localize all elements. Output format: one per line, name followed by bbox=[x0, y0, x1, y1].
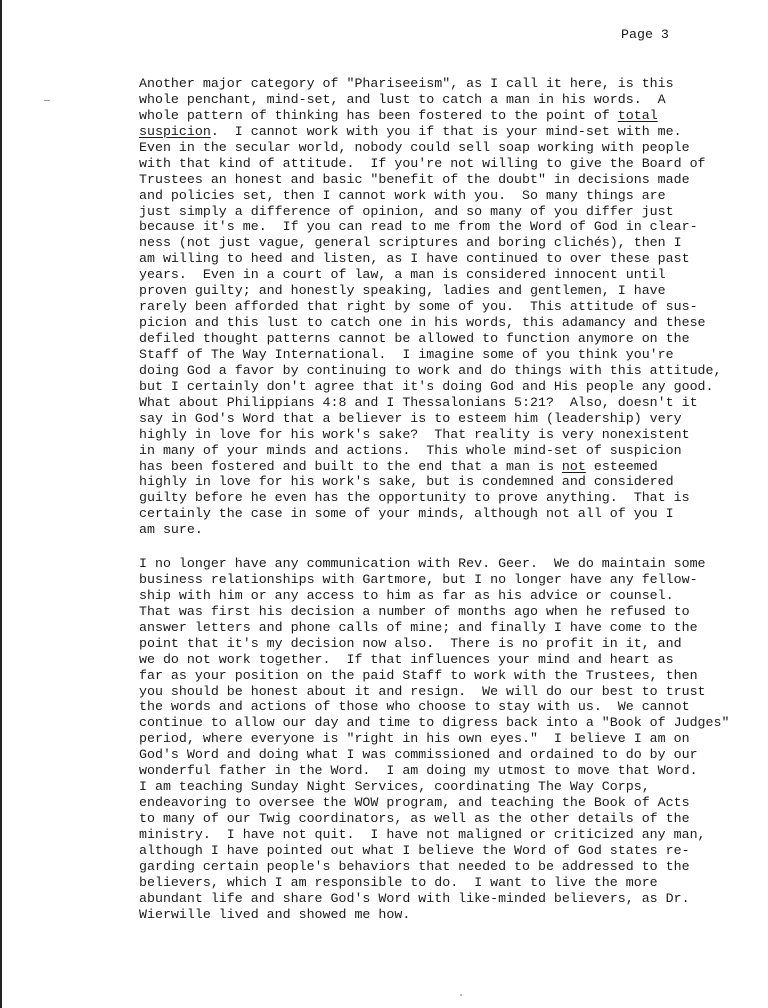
text-line: am sure. bbox=[139, 522, 203, 538]
text-line: That was first his decision a number of months ago when he refused to bbox=[139, 603, 690, 619]
text-line: garding certain people's behaviors that needed to be addressed to the bbox=[139, 858, 690, 874]
paragraph-1 bbox=[139, 76, 722, 538]
text-line: just simply a difference of opinion, and so many of you differ just bbox=[139, 203, 674, 219]
scan-speck bbox=[460, 994, 462, 996]
text-line: guilty before he even has the opportunity to prove anything. That is bbox=[139, 490, 690, 506]
text-line: wonderful father in the Word. I am doing my utmost to move that Word. bbox=[139, 763, 698, 779]
scan-mark bbox=[44, 100, 50, 101]
text-line: abundant life and share God's Word with like-minded believers, as Dr. bbox=[139, 890, 690, 906]
text-line: ship with him or any access to him as far as his advice or counsel. bbox=[139, 587, 674, 603]
text-line: we do not work together. If that influences your mind and heart as bbox=[139, 651, 674, 667]
text-line: in many of your minds and actions. This whole mind-set of suspicion bbox=[139, 442, 682, 458]
text-line: highly in love for his work's sake? That reality is very nonexistent bbox=[139, 426, 690, 442]
text-line: and policies set, then I cannot work with you. So many things are bbox=[139, 187, 666, 203]
text-line: business relationships with Gartmore, but I no longer have any fellow- bbox=[139, 571, 698, 587]
text-line: defiled thought patterns cannot be allowed to function anymore on the bbox=[139, 331, 690, 346]
text-line: with that kind of attitude. If you're not willing to give the Board of bbox=[139, 155, 706, 171]
text-line: suspicion. I cannot work with you if that is your mind-set with me. bbox=[139, 123, 682, 139]
text-line: years. Even in a court of law, a man is considered innocent until bbox=[139, 267, 666, 283]
text-line: although I have pointed out what I believe the Word of God states re- bbox=[139, 842, 690, 858]
text-line: Trustees an honest and basic "benefit of the doubt" in decisions made bbox=[139, 171, 690, 187]
text-line: picion and this lust to catch one in his words, this adamancy and these bbox=[139, 315, 706, 331]
text-line: Wierwille lived and showed me how. bbox=[139, 906, 411, 922]
text-line: doing God a favor by continuing to work and do things with this attitude, bbox=[139, 362, 722, 378]
text-line: answer letters and phone calls of mine; and finally I have come to the bbox=[139, 619, 698, 635]
text-line: but I certainly don't agree that it's doing God and His people any good. bbox=[139, 378, 714, 394]
page-left-edge bbox=[0, 0, 2, 1008]
text-line: God's Word and doing what I was commissioned and ordained to do by our bbox=[139, 747, 698, 763]
text-line: What about Philippians 4:8 and I Thessalonians 5:21? Also, doesn't it bbox=[139, 394, 698, 410]
underlined-word: not bbox=[561, 458, 586, 474]
text-line: ness (not just vague, general scriptures and boring clichés), then I bbox=[139, 235, 682, 251]
text-line: Staff of The Way International. I imagine some of you think you're bbox=[139, 346, 674, 362]
text-line: proven guilty; and honestly speaking, ladies and gentlemen, I have bbox=[139, 283, 666, 299]
text-line: the words and actions of those who choose to stay with us. We cannot bbox=[139, 699, 690, 715]
paragraph-2 bbox=[139, 556, 729, 923]
text-line: because it's me. If you can read to me from the Word of God in clear- bbox=[139, 219, 698, 235]
text-line: endeavoring to oversee the WOW program, and teaching the Book of Acts bbox=[139, 795, 690, 811]
text-line: point that it's my decision now also. There is no profit in it, and bbox=[139, 635, 682, 651]
text-line: believers, which I am responsible to do. I want to live the more bbox=[139, 874, 658, 890]
text-line: say in God's Word that a believer is to esteem him (leadership) very bbox=[139, 410, 682, 426]
text-line: you should be honest about it and resign. We will do our best to trust bbox=[139, 683, 706, 699]
page-number: Page 3 bbox=[621, 27, 669, 42]
text-line: continue to allow our day and time to digress back into a "Book of Judges" bbox=[139, 715, 730, 731]
text-line: Another major category of "Phariseeism", as I call it here, is this bbox=[139, 76, 674, 91]
text-line: I am teaching Sunday Night Services, coordinating The Way Corps, bbox=[139, 779, 650, 795]
text-line: certainly the case in some of your minds, although not all of you I bbox=[139, 506, 674, 522]
text-line: whole pattern of thinking has been fostered to the point of total bbox=[139, 107, 658, 123]
text-line: Even in the secular world, nobody could sell soap working with people bbox=[139, 139, 690, 155]
underlined-word: total bbox=[617, 107, 658, 123]
text-line: period, where everyone is "right in his own eyes." I believe I am on bbox=[139, 731, 690, 747]
text-line: whole penchant, mind-set, and lust to catch a man in his words. A bbox=[139, 91, 666, 107]
text-line: far as your position on the paid Staff to work with the Trustees, then bbox=[139, 667, 698, 683]
text-line: I no longer have any communication with Rev. Geer. We do maintain some bbox=[139, 556, 706, 571]
text-line: has been fostered and built to the end that a man is not esteemed bbox=[139, 458, 658, 474]
text-line: highly in love for his work's sake, but is condemned and considered bbox=[139, 474, 674, 490]
text-line: rarely been afforded that right by some of you. This attitude of sus- bbox=[139, 299, 698, 315]
text-line: am willing to heed and listen, as I have continued to over these past bbox=[139, 251, 690, 267]
text-line: ministry. I have not quit. I have not maligned or criticized any man, bbox=[139, 826, 706, 842]
text-line: to many of our Twig coordinators, as well as the other details of the bbox=[139, 811, 690, 826]
underlined-word: suspicion bbox=[139, 123, 211, 139]
